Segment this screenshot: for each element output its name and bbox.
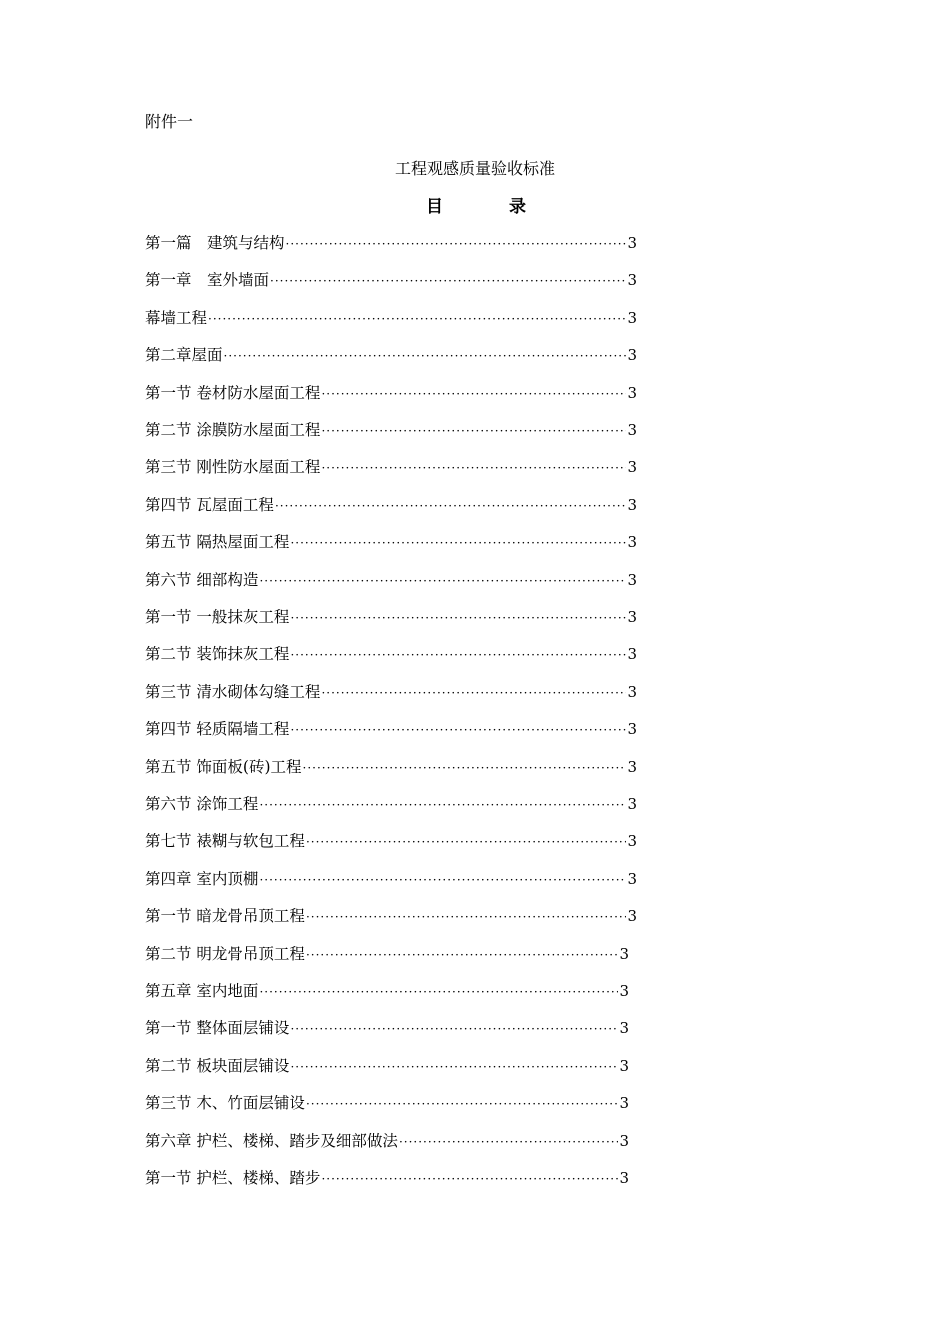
toc-entry-page: 3: [627, 869, 637, 888]
toc-entry[interactable]: [145, 1128, 629, 1154]
toc-leader-dots: [321, 381, 626, 407]
toc-entry-label: 第四节 轻质隔墙工程: [145, 720, 290, 739]
toc-entry-page: 3: [627, 495, 637, 514]
toc-leader-dots: [321, 455, 626, 481]
toc-entry[interactable]: [145, 716, 637, 742]
toc-entry-page: 3: [619, 1056, 629, 1075]
toc-entry[interactable]: [145, 529, 637, 555]
toc-leader-dots: [306, 1091, 619, 1117]
toc-entry-label: 第二节 涂膜防水屋面工程: [145, 421, 321, 439]
toc-entry[interactable]: [145, 380, 637, 406]
toc-entry[interactable]: [145, 903, 637, 929]
toc-leader-dots: [208, 306, 626, 332]
toc-leader-dots: [321, 418, 626, 444]
toc-entry-page: 3: [619, 1131, 629, 1150]
toc-entry[interactable]: [145, 828, 637, 854]
toc-entry-page: 3: [619, 1094, 629, 1113]
toc-entry-label: 第三节 刚性防水屋面工程: [145, 458, 321, 477]
toc-leader-dots: [290, 1054, 618, 1080]
toc-entry-label: 第一节 护栏、楼梯、踏步: [145, 1169, 321, 1187]
toc-entry-label: 第二节 装饰抹灰工程: [145, 645, 290, 664]
toc-entry-page: 3: [627, 795, 637, 813]
toc-entry-page: 3: [627, 645, 637, 664]
toc-entry[interactable]: [145, 791, 637, 817]
toc-leader-dots: [259, 568, 626, 594]
toc-entry-label: 第二节 明龙骨吊顶工程: [145, 944, 305, 963]
toc-entry-page: 3: [627, 383, 637, 402]
toc-leader-dots: [286, 231, 627, 257]
toc-entry[interactable]: [145, 1165, 629, 1191]
toc-entry-label: 第一章 室外墙面: [145, 271, 270, 290]
toc-entry-label: 第五节 隔热屋面工程: [145, 533, 290, 552]
toc-entry-label: 第二节 板块面层铺设: [145, 1056, 290, 1075]
toc-leader-dots: [306, 942, 619, 968]
toc-entry-label: 第一节 卷材防水屋面工程: [145, 383, 321, 402]
toc-leader-dots: [259, 792, 626, 818]
toc-entry[interactable]: [145, 1090, 629, 1116]
toc-leader-dots: [321, 1166, 618, 1192]
toc-entry-label: 第三节 清水砌体勾缝工程: [145, 682, 321, 701]
toc-entry[interactable]: [145, 754, 637, 780]
toc-entry-label: 第五节 饰面板(砖)工程: [145, 757, 302, 776]
toc-entry[interactable]: [145, 604, 637, 630]
toc-leader-dots: [303, 755, 627, 781]
toc-entry-page: 3: [619, 982, 629, 1000]
toc-entry-label: 第七节 裱糊与软包工程: [145, 832, 305, 851]
toc-entry-page: 3: [627, 682, 637, 701]
toc-entry[interactable]: [145, 978, 629, 1004]
toc-leader-dots: [290, 605, 626, 631]
toc-leader-dots: [306, 904, 627, 930]
toc-entry-page: 3: [627, 308, 637, 327]
toc-entry-label: 第六章 护栏、楼梯、踏步及细部做法: [145, 1131, 398, 1150]
toc-leader-dots: [399, 1129, 619, 1155]
toc-entry-page: 3: [627, 608, 637, 626]
toc-entry-page: 3: [627, 832, 637, 851]
toc-leader-dots: [224, 343, 627, 369]
toc-entry[interactable]: [145, 267, 637, 293]
toc-leader-dots: [290, 530, 626, 556]
toc-entry-label: 第一篇 建筑与结构: [145, 234, 285, 252]
toc-entry-page: 3: [627, 907, 637, 926]
toc-leader-dots: [259, 979, 618, 1005]
toc-entry-label: 第六节 细部构造: [145, 570, 259, 589]
toc-entry[interactable]: [145, 941, 629, 967]
toc-entry[interactable]: [145, 454, 637, 480]
toc-heading: [0, 196, 950, 218]
toc-entry[interactable]: [145, 492, 637, 518]
toc-entry-label: 幕墙工程: [145, 308, 208, 327]
toc-entry[interactable]: [145, 417, 637, 443]
toc-leader-dots: [275, 493, 627, 519]
toc-heading-text: 目 录: [426, 197, 556, 217]
toc-entry-page: 3: [619, 944, 629, 963]
toc-entry-label: 第四章 室内顶棚: [145, 869, 259, 888]
document-title-text: 工程观感质量验收标准: [394, 159, 555, 178]
toc-entry-page: 3: [627, 458, 637, 477]
toc-entry[interactable]: [145, 1053, 629, 1079]
toc-entry-label: 第一节 暗龙骨吊顶工程: [145, 907, 305, 926]
toc-entry[interactable]: [145, 305, 637, 331]
toc-entry[interactable]: [145, 866, 637, 892]
toc-entry-page: 3: [627, 757, 637, 776]
toc-entry[interactable]: [145, 679, 637, 705]
toc-entry-label: 第一节 一般抹灰工程: [145, 608, 290, 626]
toc-leader-dots: [270, 268, 626, 294]
toc-entry-page: 3: [627, 421, 637, 439]
toc-entry-page: 3: [627, 720, 637, 739]
toc-entry-page: 3: [619, 1169, 629, 1187]
toc-leader-dots: [290, 1016, 618, 1042]
toc-entry-label: 第四节 瓦屋面工程: [145, 495, 274, 514]
toc-entry-label: 第一节 整体面层铺设: [145, 1019, 290, 1038]
toc-entry-page: 3: [627, 271, 637, 290]
toc-entry-label: 第二章屋面: [145, 346, 223, 365]
toc-entry-page: 3: [627, 346, 637, 365]
toc-leader-dots: [321, 680, 626, 706]
toc-entry[interactable]: [145, 230, 637, 256]
toc-leader-dots: [259, 867, 626, 893]
toc-entry[interactable]: [145, 567, 637, 593]
toc-leader-dots: [290, 642, 626, 668]
toc-entry-page: 3: [619, 1019, 629, 1038]
attachment-label: 附件一: [145, 112, 194, 131]
toc-entry-label: 第五章 室内地面: [145, 982, 259, 1000]
toc-leader-dots: [306, 829, 627, 855]
toc-entry-page: 3: [627, 234, 637, 252]
document-title: [0, 158, 950, 180]
toc-entry-page: 3: [627, 570, 637, 589]
toc-entry-label: 第六节 涂饰工程: [145, 795, 259, 813]
toc-leader-dots: [290, 717, 626, 743]
toc-entry[interactable]: [145, 641, 637, 667]
toc-entry[interactable]: [145, 1015, 629, 1041]
toc-entry-label: 第三节 木、竹面层铺设: [145, 1094, 305, 1113]
toc-entry[interactable]: [145, 342, 637, 368]
toc-entry-page: 3: [627, 533, 637, 552]
